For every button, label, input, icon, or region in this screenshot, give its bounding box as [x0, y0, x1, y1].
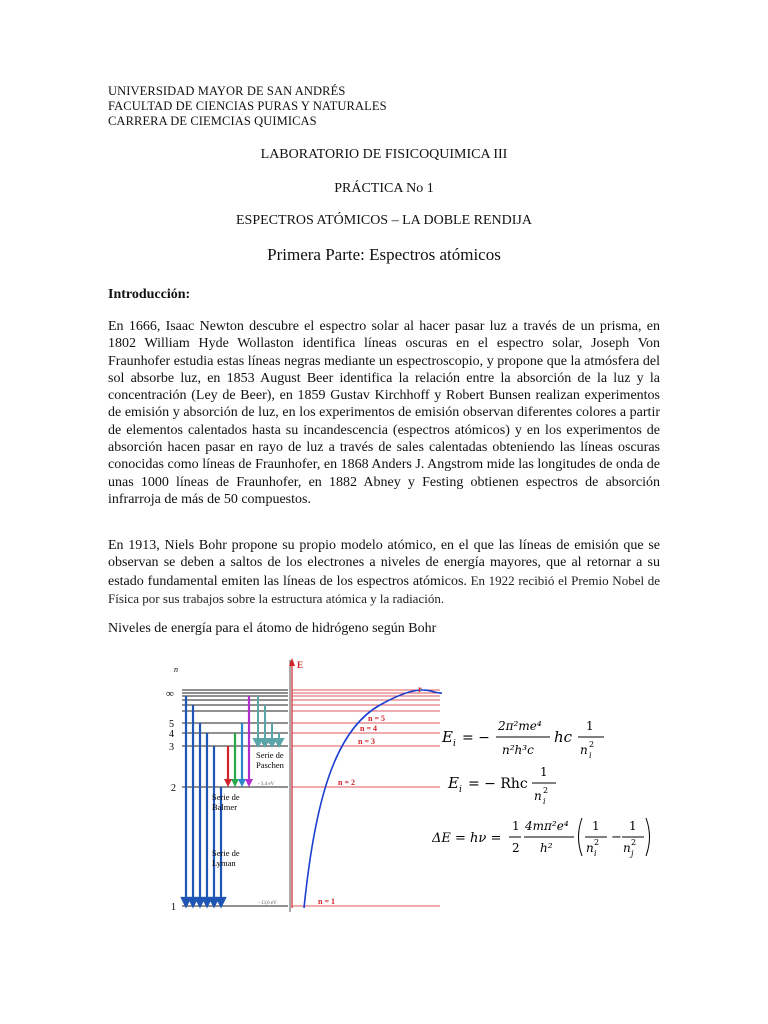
n4-label: n = 4 — [360, 724, 378, 733]
svg-text:2: 2 — [512, 841, 520, 855]
level-label-3: 3 — [169, 742, 174, 753]
n-label: n — [174, 665, 178, 674]
practice-title: PRÁCTICA No 1 — [334, 181, 434, 196]
formula-transition-energy — [432, 818, 650, 858]
level-label-inf: ∞ — [166, 688, 174, 700]
balmer-label-2: Balmer — [212, 802, 238, 812]
svg-text:i: i — [453, 739, 456, 749]
svg-text:j: j — [631, 849, 634, 858]
svg-text:2: 2 — [543, 786, 549, 795]
lyman-label-2: Lyman — [212, 858, 236, 868]
svg-text:2: 2 — [631, 838, 637, 847]
svg-text:i: i — [543, 797, 546, 806]
svg-text:1: 1 — [512, 819, 520, 833]
bohr-energy-diagram — [160, 650, 450, 912]
n5-label: n = 5 — [368, 714, 386, 723]
balmer-label-1: Serie de — [212, 792, 240, 802]
career-name: CARRERA DE CIEMCIAS QUIMICAS — [108, 114, 317, 128]
svg-text:n: n — [580, 743, 588, 757]
svg-text:n²h³c: n²h³c — [502, 743, 534, 757]
r-label: r — [418, 684, 422, 694]
svg-text:i: i — [459, 785, 462, 795]
svg-text:E: E — [442, 728, 453, 746]
svg-text:i: i — [594, 849, 597, 858]
paragraph-2-nobel: En 1922 recibió el Premio Nobel de Física por sus trabajos sobre la estructura atómica y la radiación. — [108, 572, 660, 606]
energy-label-1: - 13,6 eV — [258, 901, 277, 906]
n2-label: n = 2 — [338, 778, 356, 787]
paschen-label-1: Serie de — [256, 750, 284, 760]
svg-text:4mπ²e⁴: 4mπ²e⁴ — [525, 819, 569, 833]
university-name: UNIVERSIDAD MAYOR DE SAN ANDRÉS — [108, 84, 346, 98]
svg-text:2: 2 — [589, 740, 595, 749]
figure-caption: Niveles de energía para el átomo de hidrógeno según Bohr — [108, 621, 437, 636]
n1-label: n = 1 — [318, 897, 336, 906]
formula-rydberg — [447, 765, 556, 806]
svg-text:2: 2 — [594, 838, 600, 847]
level-label-2: 2 — [171, 783, 176, 794]
formula-energy-level — [441, 719, 604, 760]
institution-header — [108, 84, 387, 129]
svg-text:= −: = − — [462, 730, 490, 746]
lab-title: LABORATORIO DE FISICOQUIMICA III — [260, 147, 508, 162]
energy-axis-label: E — [297, 660, 304, 670]
svg-text:hc: hc — [554, 728, 573, 746]
paschen-label-2: Paschen — [256, 760, 284, 770]
svg-text:i: i — [589, 751, 592, 760]
svg-text:ΔE = hν =: ΔE = hν = — [432, 831, 502, 846]
faculty-name: FACULTAD DE CIENCIAS PURAS Y NATURALES — [108, 99, 387, 113]
part-title: Primera Parte: Espectros atómicos — [267, 245, 501, 264]
paragraph-2-main: En 1913, Niels Bohr propone su propio modelo atómico, en el que las líneas de emisión que se observan se deben a saltos de los electrones a niveles de energía mayores, que al retornar a su estado fundamental emiten las líneas de los espectros atómicos. — [108, 538, 660, 589]
lyman-label-1: Serie de — [212, 848, 240, 858]
intro-heading: Introducción: — [108, 287, 191, 302]
intro-paragraph-2 — [108, 537, 660, 608]
svg-text:1: 1 — [629, 819, 637, 833]
svg-text:2π²me⁴: 2π²me⁴ — [498, 719, 542, 733]
svg-text:n: n — [586, 841, 594, 855]
svg-text:1: 1 — [586, 719, 594, 733]
energy-label-2: - 3,4 eV — [258, 782, 275, 787]
level-label-5: 5 — [169, 719, 174, 730]
svg-text:−: − — [611, 830, 622, 845]
bohr-formulas — [432, 692, 652, 892]
svg-text:1: 1 — [540, 765, 548, 779]
svg-text:h²: h² — [540, 841, 553, 855]
n3-label: n = 3 — [358, 737, 376, 746]
level-label-4: 4 — [169, 729, 174, 740]
svg-text:1: 1 — [592, 819, 600, 833]
topic-title: ESPECTROS ATÓMICOS – LA DOBLE RENDIJA — [236, 213, 532, 228]
intro-paragraph-1: En 1666, Isaac Newton descubre el espectro solar al hacer pasar luz a través de un prisma, en 1802 William Hyde Wollaston identifica líneas oscuras en el espectro solar, Joseph Von Fraunhofer estudia estas líneas negras mediante un espectroscopio, y propone que la atmósfera del sol absorbe luz, en 1853 August Beer identifica la relación entre la absorción de la luz y la concentración (Ley de Beer), en 1859 Gustav Kirchhoff y Robert Bunsen realizan experimentos de emisión y absorción de luz, en los experimentos de emisión observan diferentes colores a partir de elementos calentados hasta su incandescencia (espectros atómicos) y en los experimentos de absorción hacen pasar en rayo de luz a través de sales calentadas obteniendo las líneas oscuras conocidas como líneas de Fraunhofer, en 1868 Anders J. Angstrom mide las longitudes de onda de unas 1000 líneas de Fraunhofer, en 1882 Abney y Festing obtienen espectros de absorción infrarroja de más de 50 compuestos. — [108, 319, 660, 507]
svg-text:n: n — [623, 841, 631, 855]
level-label-1: 1 — [171, 902, 176, 912]
svg-text:n: n — [534, 789, 542, 803]
svg-text:E: E — [448, 774, 459, 792]
svg-text:= − Rhc: = − Rhc — [468, 776, 528, 792]
